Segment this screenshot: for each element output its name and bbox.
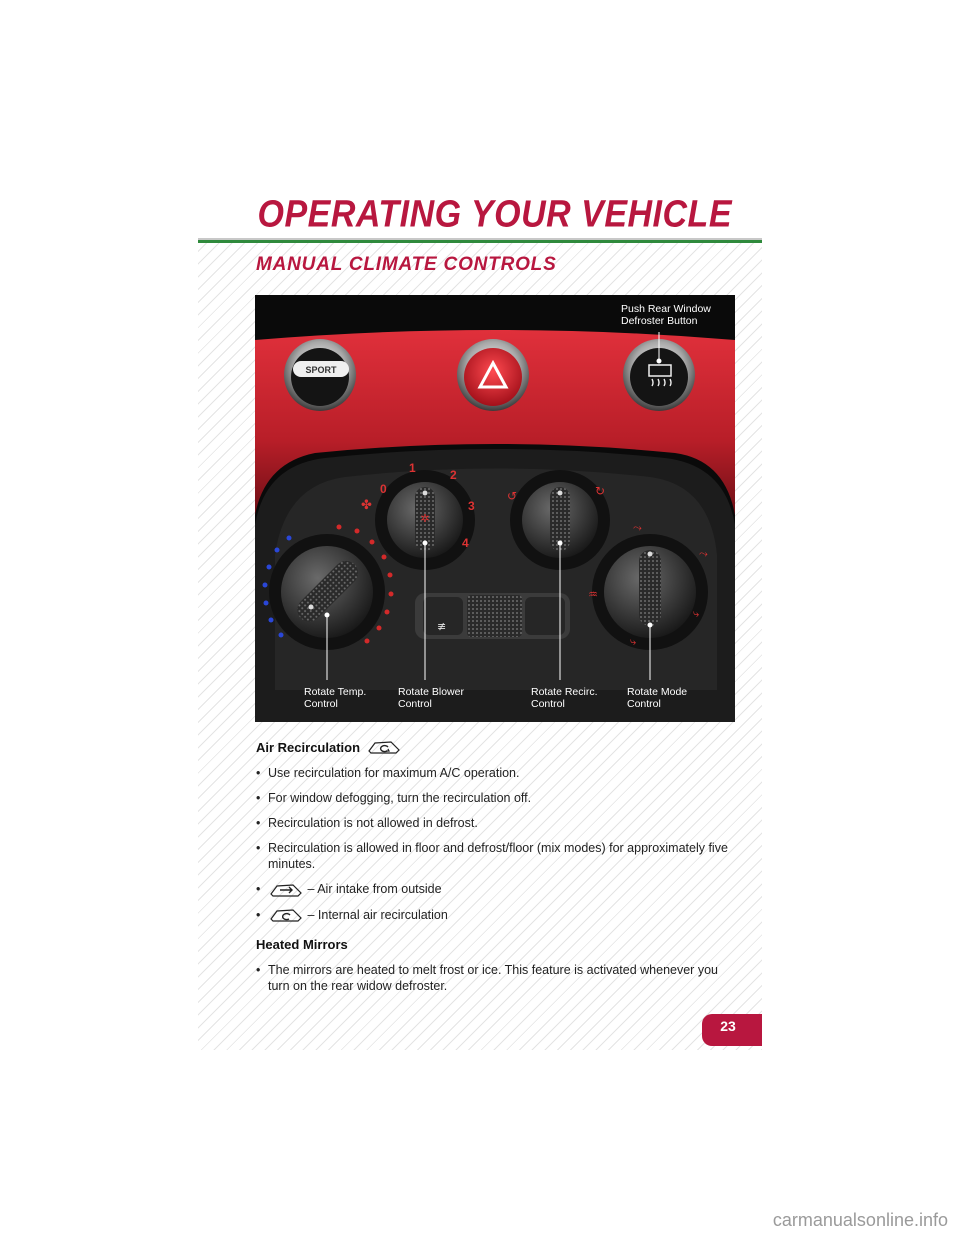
list-item: • The mirrors are heated to melt frost or ice. This feature is activated whenever you turn on the rear widow defroster.: [256, 963, 718, 994]
body-text: [256, 738, 736, 994]
hazard-button: [457, 339, 529, 411]
chapter-title: OPERATING YOUR VEHICLE: [257, 193, 732, 236]
list-item: • – Air intake from outside: [256, 882, 442, 896]
blower-number: 4: [462, 536, 469, 550]
outside-air-icon: [268, 882, 304, 898]
outside-air-icon: ↻: [595, 484, 606, 498]
bilevel-icon: ⤳: [699, 547, 708, 560]
callout-recirc: Rotate Recirc. Control: [531, 686, 598, 710]
blower-number: 0: [380, 482, 387, 496]
vent-icon: ⤳: [633, 521, 642, 534]
blower-number: 2: [450, 468, 457, 482]
list-item: • Use recirculation for maximum A/C operation.: [256, 766, 520, 780]
heated-mirrors-heading: Heated Mirrors: [256, 936, 348, 952]
air-recirculation-heading: Air Recirculation: [256, 738, 736, 756]
dashboard-illustration: [255, 295, 735, 722]
callout-blower: Rotate Blower Control: [398, 686, 464, 710]
defrost-icon: ♒: [588, 588, 598, 601]
watermark: carmanualsonline.info: [772, 1210, 948, 1230]
svg-text:✲: ✲: [420, 512, 430, 525]
callout-rear-defrost: Push Rear Window Defroster Button: [621, 303, 711, 327]
list-item: • Recirculation is not allowed in defrost.: [256, 816, 478, 830]
mix-icon: ⤷: [630, 635, 637, 648]
list-item: • – Internal air recirculation: [256, 907, 448, 922]
blower-number: 3: [468, 499, 475, 513]
sport-label: SPORT: [305, 365, 337, 375]
recirculation-icon: [268, 907, 304, 923]
climate-controls-photo: [255, 295, 735, 722]
blower-number: 1: [409, 461, 416, 475]
callout-temp: Rotate Temp. Control: [304, 686, 367, 710]
header-rule-green: [198, 240, 762, 243]
list-item: • For window defogging, turn the recirculation off.: [256, 791, 532, 805]
fog-light-icon: ≢: [437, 620, 447, 633]
sport-button: [284, 339, 356, 411]
fan-icon: ✤: [361, 498, 372, 513]
recirculation-icon: ↺: [507, 489, 518, 503]
list-item: • Recirculation is allowed in floor and defrost/floor (mix modes) for approximately five minutes.: [256, 841, 728, 871]
switch-panel: [415, 593, 570, 639]
page-number: 23: [720, 1018, 736, 1034]
recirculation-icon: [366, 738, 402, 756]
callout-mode: Rotate Mode Control: [627, 686, 688, 710]
section-title: MANUAL CLIMATE CONTROLS: [256, 254, 557, 275]
floor-icon: ⤷: [693, 607, 700, 620]
